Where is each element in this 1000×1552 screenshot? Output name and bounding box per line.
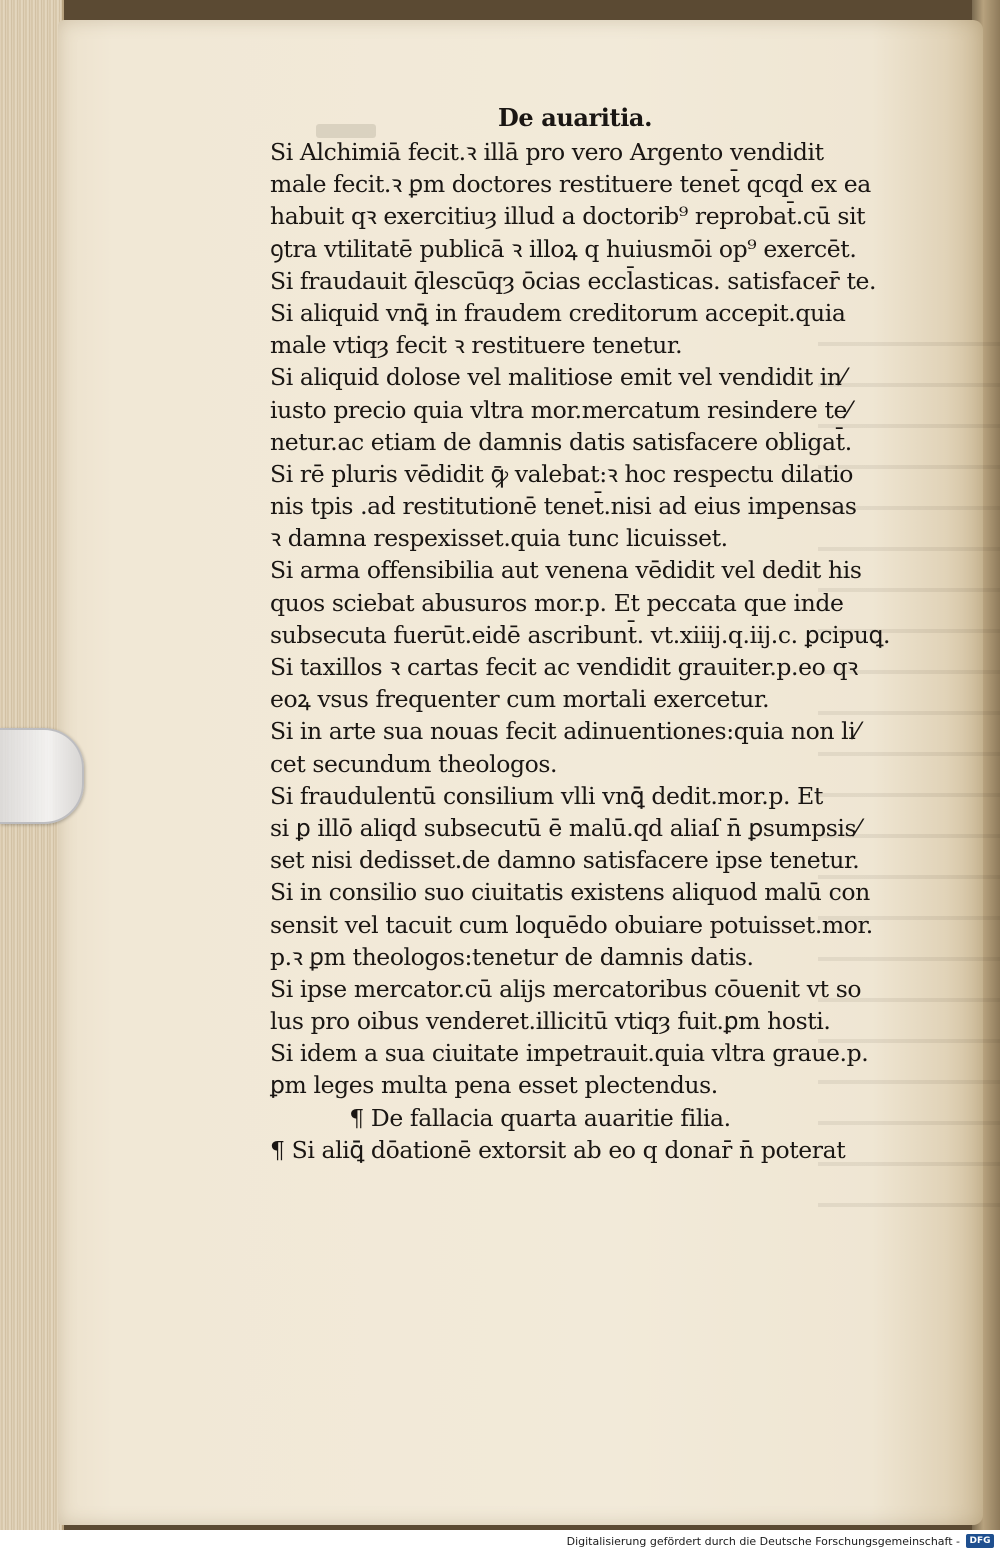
text-line: Si idem a sua ciuitate impetrauit.quia vltra graue.p. [270, 1039, 869, 1068]
text-line: Si taxillos ꝛ cartas fecit ac vendidit grauiter.p.eo qꝛ [270, 653, 858, 681]
text-line: Si aliquid vnꝗ̄ in fraudem creditorum accepit.quia [270, 298, 846, 327]
text-line: iusto precio quia vltra mor.mercatum resindere te⁄ [270, 395, 851, 424]
text-line: Si aliquid dolose vel malitiose emit vel vendidit in⁄ [270, 363, 846, 392]
text-line: subsecuta fuerūt.eidē ascribunt̄. vt.xiiij.q.iij.c. ꝑcipuꝗ. [270, 620, 891, 649]
text-line: ¶ Si aliꝗ̄ dōationē extorsit ab eo q donar̄ n̄ poterat [270, 1135, 846, 1164]
funding-credit: Digitalisierung gefördert durch die Deutsche Forschungsgemeinschaft - [566, 1535, 960, 1548]
text-line: ꝑm leges multa pena esset plectendus. [270, 1071, 718, 1100]
text-line: eoꝝ vsus frequenter cum mortali exercetur. [270, 685, 770, 714]
text-line: Si fraudauit q̄lescūqȝ ōcias eccl̄asticas. satisfacer̄ te. [270, 266, 877, 295]
text-line: Si in arte sua nouas fecit adinuentiones:quia non li⁄ [270, 717, 859, 746]
text-line: habuit qꝛ exercitiuȝ illud a doctorib⁹ reprobat̄.cū sit [270, 202, 866, 231]
page-text-block [270, 100, 920, 1166]
text-line: set nisi dedisset.de damno satisfacere ipse tenetur. [270, 846, 860, 875]
text-line: male vtiqȝ fecit ꝛ restituere tenetur. [270, 331, 683, 360]
text-line: si ꝑ illō aliqd subsecutū ē malū.qd aliaſ n̄ ꝑsumpsis⁄ [270, 813, 860, 842]
page-clip [0, 728, 84, 824]
footer-bar [0, 1530, 1000, 1552]
text-line: quos sciebat abusuros mor.p. Et peccata que inde [270, 588, 844, 617]
text-line: Si fraudulentū consilium vlli vnꝗ̄ dedit.mor.p. Et [270, 781, 823, 810]
text-line: nis tpis .ad restitutionē tenet̄.nisi ad eius impensas [270, 492, 857, 521]
text-line: ꝯtra vtilitatē publicā ꝛ illoꝝ q huiusmōi op⁹ exercēt. [270, 234, 857, 263]
text-line: Si in consilio suo ciuitatis existens aliquod malū con [270, 878, 870, 907]
text-line: p.ꝛ ꝑm theologos:tenetur de damnis datis. [270, 942, 754, 971]
text-line: ꝛ damna respexisset.quia tunc licuisset. [270, 524, 728, 553]
text-line: male fecit.ꝛ ꝑm doctores restituere tenet̄ qcqd ex ea [270, 170, 871, 199]
text-line: Si Alchimiā fecit.ꝛ illā pro vero Argento vendidit [270, 138, 824, 166]
text-line: Si ipse mercator.cū alijs mercatoribus cōuenit vt so [270, 974, 862, 1003]
dfg-logo: DFG [966, 1534, 994, 1548]
text-line: netur.ac etiam de damnis datis satisfacere obligat̄. [270, 427, 852, 456]
section-heading: ¶ De fallacia quarta auaritie filia. [349, 1103, 731, 1132]
text-line: Si rē pluris vēdidit ꝙ̄ valebat:ꝛ hoc respectu dilatio [270, 459, 854, 488]
running-head: De auaritia. [497, 103, 653, 132]
text-line: Si arma offensibilia aut venena vēdidit vel dedit his [270, 556, 862, 585]
text-line: cet secundum theologos. [270, 749, 558, 778]
text-line: sensit vel tacuit cum loquēdo obuiare potuisset.mor. [270, 910, 873, 939]
text-line: lus pro oibus venderet.illicitū vtiqȝ fuit.ꝑm hosti. [270, 1007, 831, 1036]
